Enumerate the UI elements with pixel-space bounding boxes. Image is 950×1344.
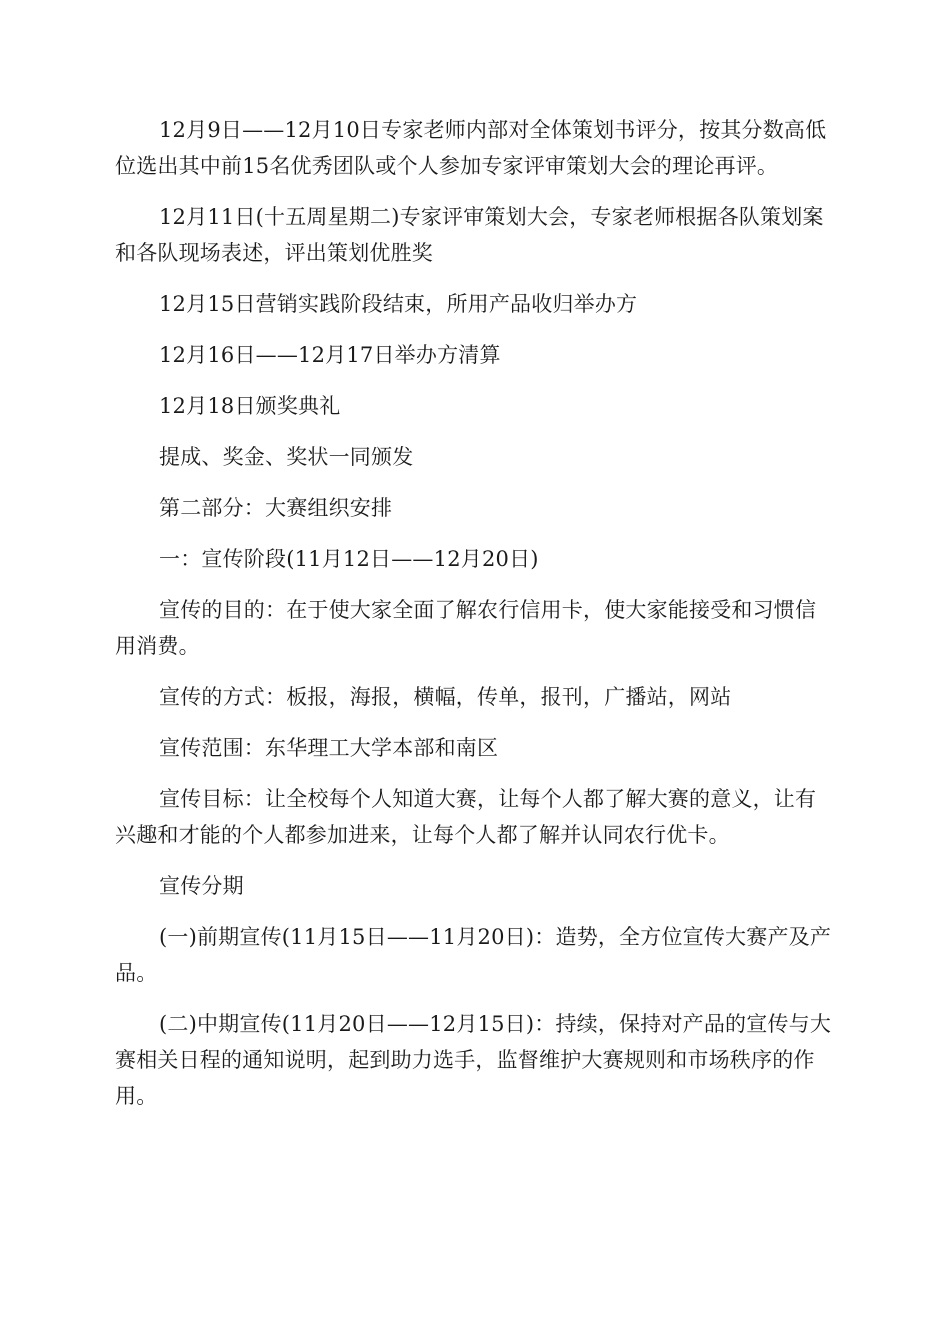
paragraph-schedule-dec-18: 12月18日颁奖典礼 bbox=[159, 394, 341, 418]
paragraph-promotion-goal: 宣传目标：让全校每个人知道大赛，让每个人都了解大赛的意义，让有兴趣和才能的个人都参加进来，让每个人都了解并认同农行优卡。 bbox=[115, 787, 817, 847]
section-heading-part-two: 第二部分：大赛组织安排 bbox=[159, 496, 393, 520]
paragraph-phase-middle: (二)中期宣传(11月20日——12月15日)：持续，保持对产品的宣传与大赛相关日程的通知说明，起到助力选手，监督维护大赛规则和市场秩序的作用。 bbox=[115, 1012, 832, 1108]
paragraph-promotion-phases: 宣传分期 bbox=[159, 874, 244, 898]
paragraph-schedule-dec-16-17: 12月16日——12月17日举办方清算 bbox=[159, 343, 501, 367]
paragraph-promotion-purpose: 宣传的目的：在于使大家全面了解农行信用卡，使大家能接受和习惯信用消费。 bbox=[115, 598, 817, 658]
paragraph-promotion-methods: 宣传的方式：板报，海报，横幅，传单，报刊，广播站，网站 bbox=[159, 685, 732, 709]
paragraph-phase-early: (一)前期宣传(11月15日——11月20日)：造势，全方位宣传大赛产及产品。 bbox=[115, 925, 832, 985]
paragraph-schedule-dec-9-10: 12月9日——12月10日专家老师内部对全体策划书评分，按其分数高低位选出其中前15名优秀团队或个人参加专家评审策划大会的理论再评。 bbox=[115, 118, 827, 178]
paragraph-awards: 提成、奖金、奖状一同颁发 bbox=[159, 445, 414, 469]
paragraph-schedule-dec-11: 12月11日(十五周星期二)专家评审策划大会，专家老师根据各队策划案和各队现场表述，评出策划优胜奖 bbox=[115, 205, 824, 265]
subheading-promotion-stage: 一：宣传阶段(11月12日——12月20日) bbox=[159, 547, 539, 571]
paragraph-promotion-scope: 宣传范围：东华理工大学本部和南区 bbox=[159, 736, 499, 760]
document-body bbox=[115, 112, 835, 1129]
paragraph-schedule-dec-15: 12月15日营销实践阶段结束，所用产品收归举办方 bbox=[159, 292, 638, 316]
